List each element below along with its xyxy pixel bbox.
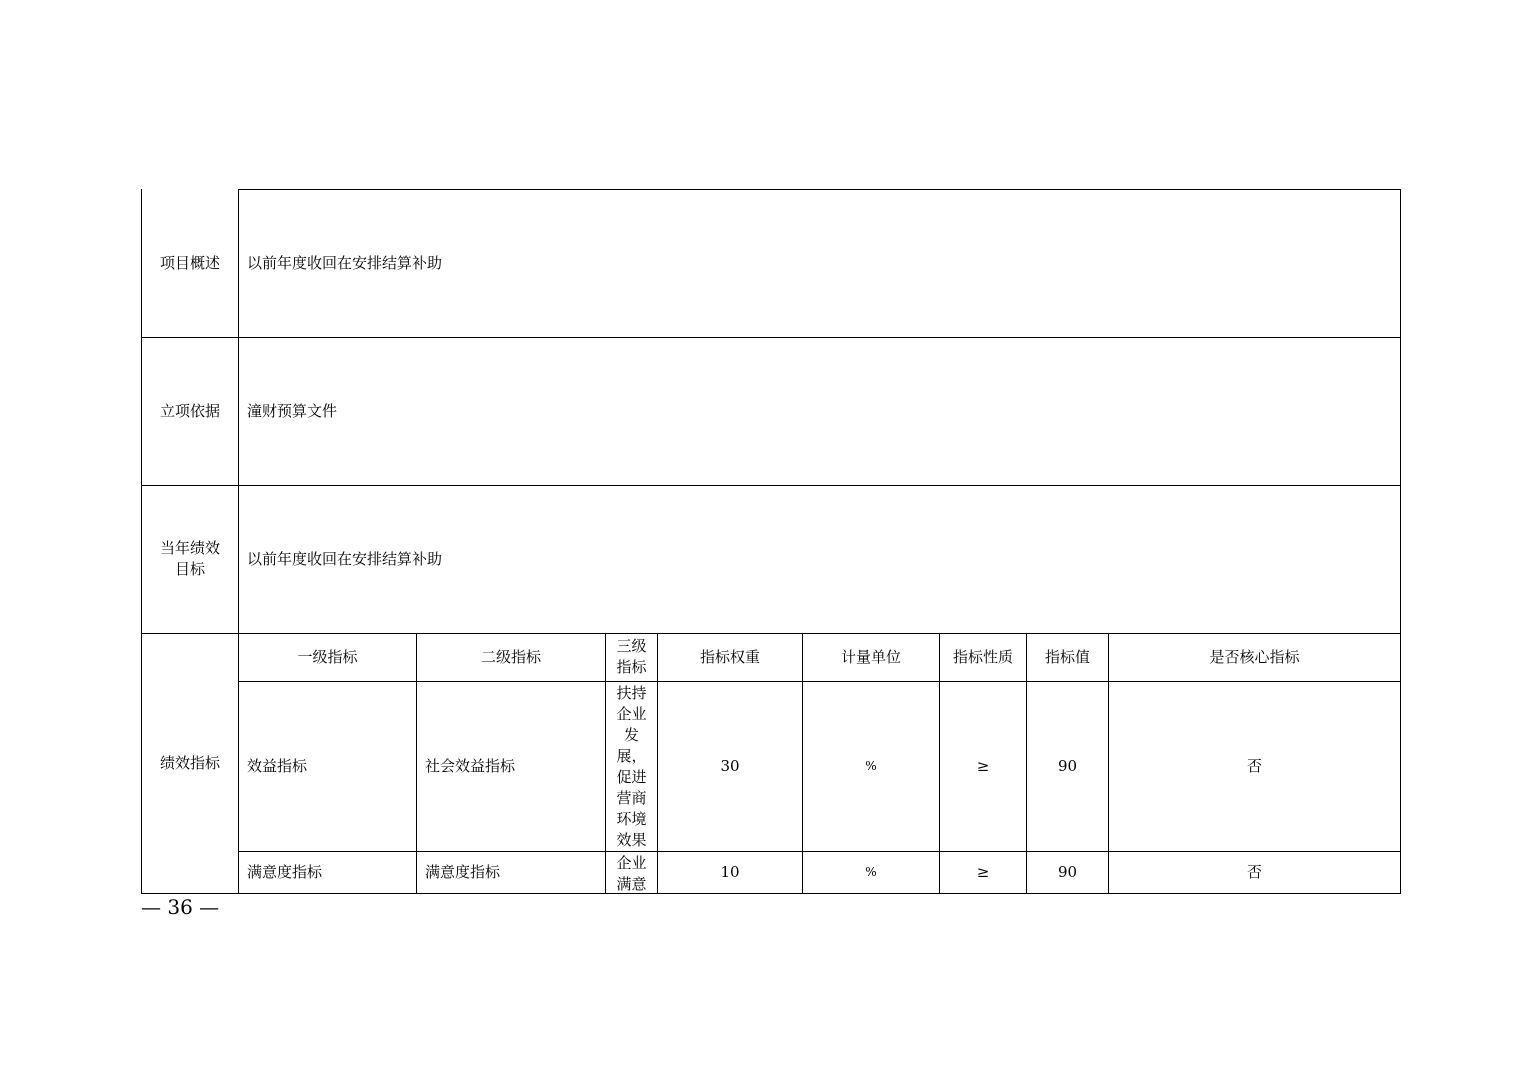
header-core: 是否核心指标 — [1209, 647, 1300, 666]
row2-core: 否 — [1246, 863, 1262, 881]
row1-nature: ≥ — [976, 757, 990, 775]
row2-nature: ≥ — [976, 863, 990, 881]
header-level2: 二级指标 — [480, 647, 541, 666]
header-weight: 指标权重 — [699, 647, 760, 666]
overview-label: 项目概述 — [159, 253, 220, 272]
basis-value: 潼财预算文件 — [247, 401, 338, 420]
table-border-bottom — [141, 893, 1401, 894]
row1-weight: 30 — [720, 757, 740, 775]
row2-level2: 满意度指标 — [425, 863, 501, 881]
page-number: — 36 — — [141, 895, 220, 919]
target-label-line1: 当年绩效 — [159, 539, 220, 557]
row1-level1: 效益指标 — [247, 757, 308, 775]
header-level3 — [606, 633, 657, 681]
performance-table — [141, 189, 1401, 894]
row1-level2: 社会效益指标 — [425, 757, 516, 775]
target-label — [141, 485, 239, 633]
indicators-section-label: 绩效指标 — [159, 753, 220, 772]
header-level1: 一级指标 — [297, 647, 358, 666]
row1-unit: % — [865, 759, 877, 773]
row2-level3-text: 企业满意 — [616, 854, 647, 893]
overview-value: 以前年度收回在安排结算补助 — [247, 253, 443, 272]
target-value: 以前年度收回在安排结算补助 — [247, 549, 443, 568]
row1-level3-text: 扶持企业发展，促进营商环境效果 — [616, 684, 647, 849]
row1-value: 90 — [1057, 757, 1078, 775]
row2-weight: 10 — [720, 863, 740, 881]
row2-unit: % — [865, 865, 877, 879]
header-nature: 指标性质 — [952, 647, 1013, 666]
basis-label: 立项依据 — [159, 401, 220, 420]
row2-level1: 满意度指标 — [247, 863, 323, 881]
table-border-right — [1400, 189, 1401, 894]
row2-value: 90 — [1057, 863, 1078, 881]
header-unit: 计量单位 — [840, 647, 901, 666]
row1-level3 — [606, 682, 657, 851]
header-value: 指标值 — [1044, 647, 1090, 666]
target-label-line2: 目标 — [174, 560, 205, 578]
row1-core: 否 — [1246, 757, 1262, 775]
row2-level3 — [606, 852, 657, 893]
header-level3-text: 三级指标 — [616, 637, 647, 676]
